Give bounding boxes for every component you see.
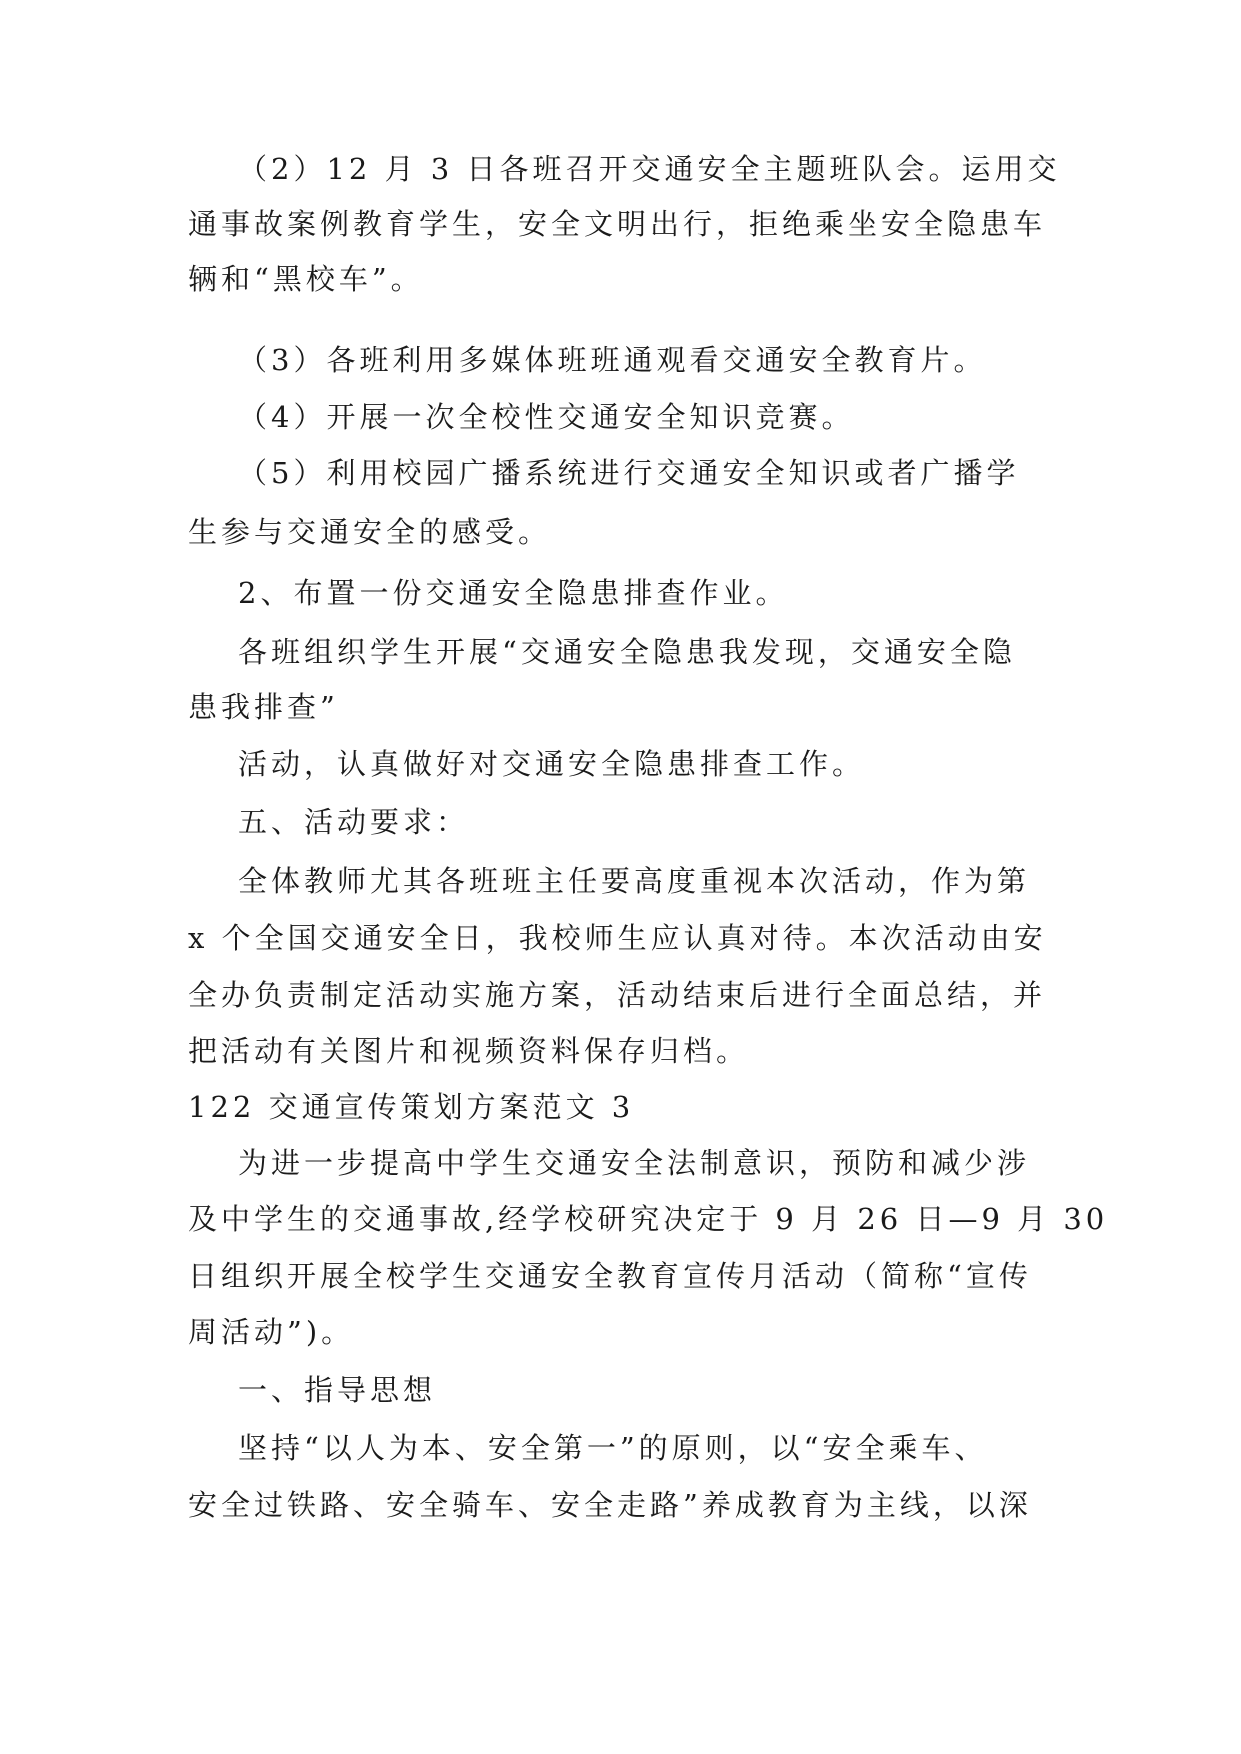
text-line: 日组织开展全校学生交通安全教育宣传月活动（简称“宣传 — [188, 1259, 1032, 1293]
text-line: 为进一步提高中学生交通安全法制意识，预防和减少涉 — [238, 1146, 1031, 1180]
text-line: 把活动有关图片和视频资料保存归档。 — [188, 1034, 750, 1068]
text-line: 坚持“以人为本、安全第一”的原则，以“安全乘车、 — [238, 1431, 988, 1465]
text-line: 患我排查” — [188, 690, 339, 724]
document-title: 122 交通宣传策划方案范文 3 — [188, 1090, 635, 1124]
text-line: 全体教师尤其各班班主任要高度重视本次活动，作为第 — [238, 864, 1031, 898]
text-line: 及中学生的交通事故,经学校研究决定于 9 月 26 日—9 月 30 — [188, 1202, 1109, 1236]
text-line: 2、布置一份交通安全隐患排查作业。 — [238, 576, 789, 610]
text-line: （3）各班利用多媒体班班通观看交通安全教育片。 — [238, 343, 987, 377]
text-line: 周活动”)。 — [188, 1315, 355, 1349]
text-line: 活动，认真做好对交通安全隐患排查工作。 — [238, 747, 866, 781]
text-line: 全办负责制定活动实施方案，活动结束后进行全面总结，并 — [188, 978, 1047, 1012]
text-line: （2）12 月 3 日各班召开交通安全主题班队会。运用交 — [238, 152, 1061, 186]
text-line: 生参与交通安全的感受。 — [188, 515, 552, 549]
text-line: x 个全国交通安全日，我校师生应认真对待。本次活动由安 — [188, 921, 1047, 955]
text-line: （5）利用校园广播系统进行交通安全知识或者广播学 — [238, 456, 1020, 490]
text-line: 安全过铁路、安全骑车、安全走路”养成教育为主线，以深 — [188, 1488, 1032, 1522]
text-line: （4）开展一次全校性交通安全知识竞赛。 — [238, 400, 855, 434]
section-heading: 五、活动要求： — [238, 805, 470, 839]
text-line: 通事故案例教育学生，安全文明出行，拒绝乘坐安全隐患车 — [188, 207, 1047, 241]
section-heading: 一、指导思想 — [238, 1373, 437, 1407]
text-line: 辆和“黑校车”。 — [188, 262, 424, 296]
text-line: 各班组织学生开展“交通安全隐患我发现，交通安全隐 — [238, 635, 1016, 669]
